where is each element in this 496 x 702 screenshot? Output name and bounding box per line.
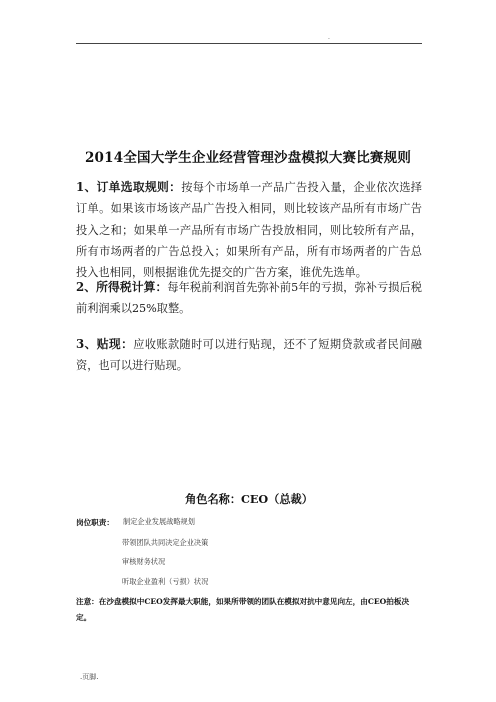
header-mark: .	[328, 34, 330, 41]
role-title: 角色名称：CEO（总裁）	[185, 492, 313, 506]
footer-text: .页脚.	[80, 673, 99, 681]
duty-item: 听取企业盈利（亏损）状况	[122, 577, 209, 586]
header-rule	[76, 43, 422, 44]
rule-text: 按每个市场单一产品广告投入量，企业依次选择订单。如果该市场该产品广告投入相同，则比较该产品所有市场广告投入之和；如果单一产品所有市场广告投放相同，则比较所有产品，所有市场两者的广告总投入；如果所有产品，所有市场两者的广告总投入也相同，则根据谁优先提交的广告方案，谁优先选单。	[76, 181, 422, 280]
rule-text: 每年税前利润首先弥补前5年的亏损，弥补亏损后税前利润乘以25%取整。	[76, 281, 422, 316]
ceo-note: 注意：在沙盘模拟中CEO发挥最大职能，如果所带领的团队在模拟对抗中意见向左，由CEO拍板决定。	[76, 597, 410, 622]
duty-item: 审核财务状况	[122, 557, 166, 566]
duty-item: 制定企业发展战略规划	[123, 517, 195, 526]
rule-heading: 1、订单选取规则：	[76, 180, 182, 194]
rule-heading: 2、所得税计算：	[76, 280, 168, 294]
rule-paragraph-order-selection	[76, 177, 422, 283]
duty-item: 带领团队共同决定企业决策	[122, 538, 209, 547]
rule-paragraph-discount	[76, 334, 422, 377]
duty-label: 岗位职责：	[76, 518, 114, 527]
rule-heading: 3、贴现：	[76, 337, 134, 351]
rule-text: 应收账款随时可以进行贴现，还不了短期贷款或者民间融资，也可以进行贴现。	[76, 338, 422, 373]
document-title: 2014全国大学生企业经营管理沙盘模拟大赛比赛规则	[84, 150, 412, 166]
rule-paragraph-income-tax	[76, 277, 422, 320]
